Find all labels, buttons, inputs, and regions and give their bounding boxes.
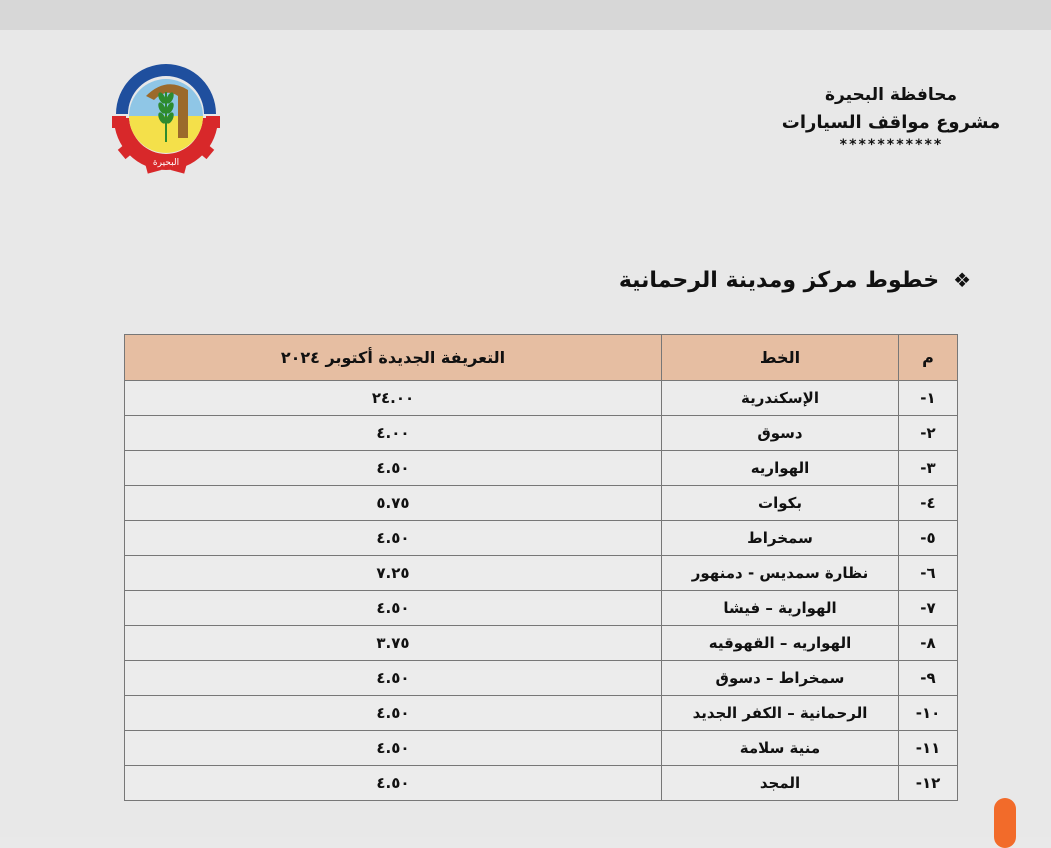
- row-line: سمخراط: [662, 521, 899, 556]
- row-fare: ٤.٥٠: [125, 661, 662, 696]
- top-band: [0, 0, 1051, 30]
- row-fare: ٧.٢٥: [125, 556, 662, 591]
- row-fare: ٤.٠٠: [125, 416, 662, 451]
- row-fare: ٤.٥٠: [125, 451, 662, 486]
- document-header: [761, 82, 1021, 152]
- row-line: منية سلامة: [662, 731, 899, 766]
- row-num: ٧-: [899, 591, 958, 626]
- diamond-bullet-icon: ❖: [953, 268, 971, 292]
- table-row: [125, 451, 958, 486]
- fare-table: [124, 334, 958, 801]
- header-line: الخط: [662, 335, 899, 381]
- row-fare: ٣.٧٥: [125, 626, 662, 661]
- header-num: م: [899, 335, 958, 381]
- row-fare: ٤.٥٠: [125, 521, 662, 556]
- row-num: ٨-: [899, 626, 958, 661]
- table-row: [125, 626, 958, 661]
- row-num: ١-: [899, 381, 958, 416]
- row-line: نظارة سمديس - دمنهور: [662, 556, 899, 591]
- table-row: [125, 766, 958, 801]
- table-row: [125, 661, 958, 696]
- table-row: [125, 556, 958, 591]
- row-num: ٤-: [899, 486, 958, 521]
- beheira-logo-icon: [106, 56, 226, 176]
- row-num: ٩-: [899, 661, 958, 696]
- logo-text: البحيرة: [152, 158, 180, 168]
- row-line: الرحمانية – الكفر الجديد: [662, 696, 899, 731]
- row-num: ١١-: [899, 731, 958, 766]
- row-num: ٣-: [899, 451, 958, 486]
- row-fare: ٤.٥٠: [125, 731, 662, 766]
- row-fare: ٤.٥٠: [125, 591, 662, 626]
- header-separator: ***********: [839, 137, 943, 153]
- row-line: المجد: [662, 766, 899, 801]
- row-num: ١٠-: [899, 696, 958, 731]
- table-row: [125, 416, 958, 451]
- row-num: ٥-: [899, 521, 958, 556]
- row-fare: ٤.٥٠: [125, 696, 662, 731]
- table-header-row: [125, 335, 958, 381]
- row-fare: ٢٤.٠٠: [125, 381, 662, 416]
- scroll-handle[interactable]: [994, 798, 1016, 848]
- row-line: سمخراط – دسوق: [662, 661, 899, 696]
- row-fare: ٥.٧٥: [125, 486, 662, 521]
- table-row: [125, 731, 958, 766]
- project-name: مشروع مواقف السيارات: [781, 112, 1001, 133]
- row-num: ٢-: [899, 416, 958, 451]
- table-row: [125, 591, 958, 626]
- row-line: الهوارية – فيشا: [662, 591, 899, 626]
- row-fare: ٤.٥٠: [125, 766, 662, 801]
- table-row: [125, 521, 958, 556]
- row-num: ٦-: [899, 556, 958, 591]
- row-num: ١٢-: [899, 766, 958, 801]
- row-line: الهواريه – القهوقيه: [662, 626, 899, 661]
- governorate-name: محافظة البحيرة: [824, 85, 958, 105]
- row-line: الهواريه: [662, 451, 899, 486]
- table-row: [125, 696, 958, 731]
- row-line: دسوق: [662, 416, 899, 451]
- table-row: [125, 486, 958, 521]
- section-title: [619, 268, 971, 293]
- row-line: بكوات: [662, 486, 899, 521]
- section-title-text: خطوط مركز ومدينة الرحمانية: [618, 268, 940, 293]
- table-row: [125, 381, 958, 416]
- row-line: الإسكندرية: [662, 381, 899, 416]
- header-fare: التعريفة الجديدة أكتوبر ٢٠٢٤: [125, 335, 662, 381]
